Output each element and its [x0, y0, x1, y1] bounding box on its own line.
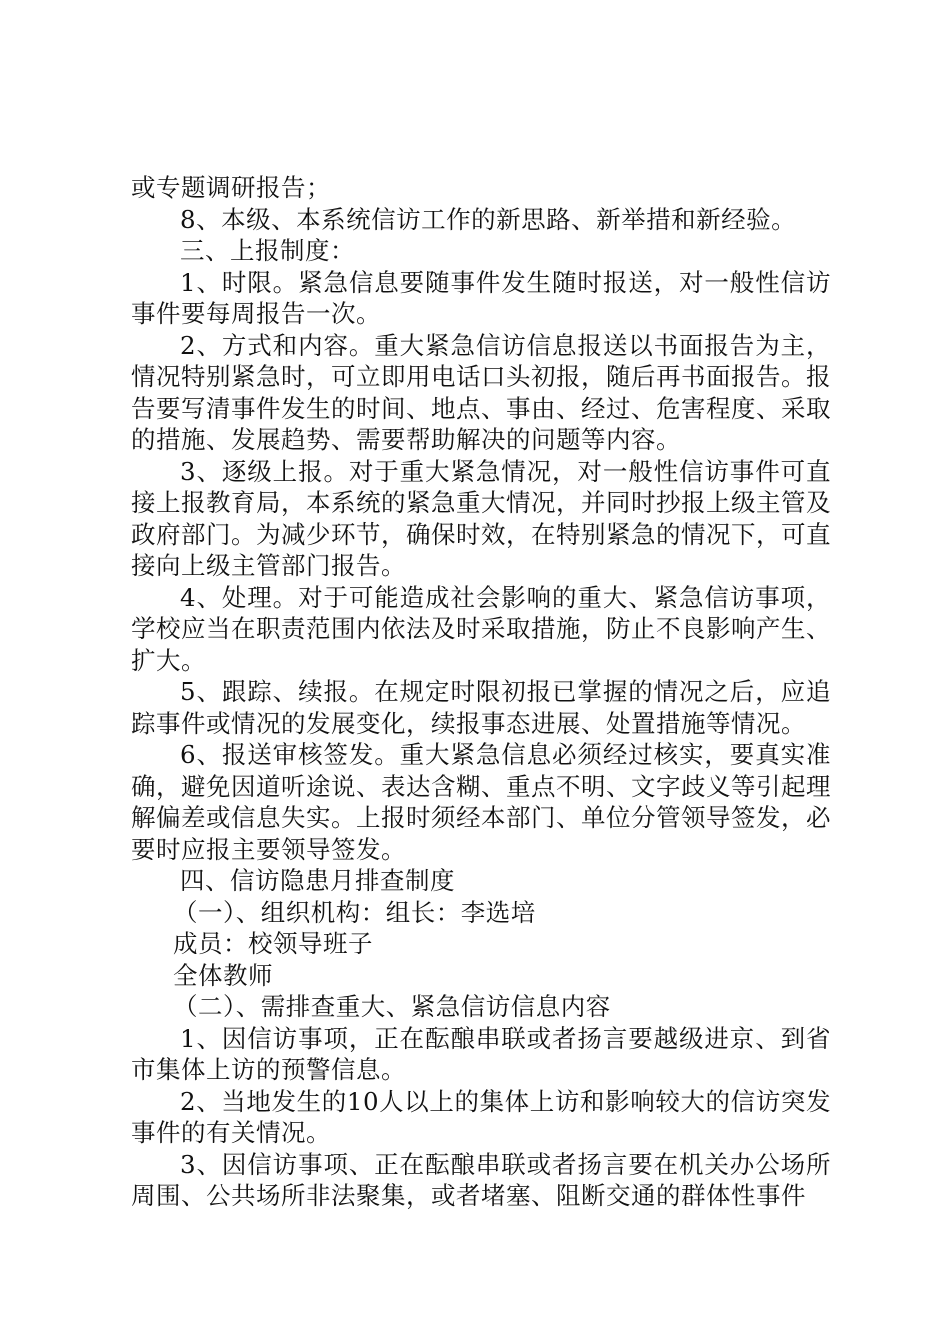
- paragraph: 3、因信访事项、正在酝酿串联或者扬言要在机关办公场所周围、公共场所非法聚集，或者堵塞、阻断交通的群体性事件: [131, 1149, 831, 1210]
- subsection-heading: （二）、需排查重大、紧急信访信息内容: [173, 992, 611, 1021]
- paragraph: 全体教师: [173, 960, 273, 990]
- paragraph: 6、报送审核签发。重大紧急信息必须经过核实，要真实准确，避免因道听途说、表达含糊、重点不明、文字歧义等引起理解偏差或信息失实。上报时须经本部门、单位分管领导签发，必要时应报主要领导签发。: [131, 740, 831, 864]
- paragraph: 4、处理。对于可能造成社会影响的重大、紧急信访事项，学校应当在职责范围内依法及时采取措施，防止不良影响产生、扩大。: [131, 582, 831, 675]
- paragraph: 5、跟踪、续报。在规定时限初报已掌握的情况之后，应追踪事件或情况的发展变化，续报事态进展、处置措施等情况。: [131, 677, 831, 738]
- paragraph: 1、因信访事项，正在酝酿串联或者扬言要越级进京、到省市集体上访的预警信息。: [131, 1023, 831, 1084]
- section-heading: 四、信访隐患月排查制度: [180, 866, 455, 895]
- paragraph: 或专题调研报告；: [131, 173, 331, 202]
- paragraph: 1、时限。紧急信息要随事件发生随时报送，对一般性信访事件要每周报告一次。: [131, 267, 831, 328]
- paragraph: 成员：校领导班子: [173, 929, 373, 958]
- paragraph: 2、当地发生的10人以上的集体上访和影响较大的信访突发事件的有关情况。: [131, 1086, 831, 1147]
- paragraph: 8、本级、本系统信访工作的新思路、新举措和新经验。: [180, 204, 797, 234]
- section-heading: 三、上报制度：: [180, 236, 355, 265]
- subsection-heading: （一）、组织机构：组长：李选培: [173, 897, 536, 927]
- document-body: [131, 172, 831, 1212]
- paragraph: 2、方式和内容。重大紧急信访信息报送以书面报告为主，情况特别紧急时，可立即用电话口头初报，随后再书面报告。报告要写清事件发生的时间、地点、事由、经过、危害程度、采取的措施、发展趋势、需要帮助解决的问题等内容。: [131, 330, 831, 454]
- paragraph: 3、逐级上报。对于重大紧急情况，对一般性信访事件可直接上报教育局，本系统的紧急重大情况，并同时抄报上级主管及政府部门。为减少环节，确保时效，在特别紧急的情况下，可直接向上级主管部门报告。: [131, 456, 831, 580]
